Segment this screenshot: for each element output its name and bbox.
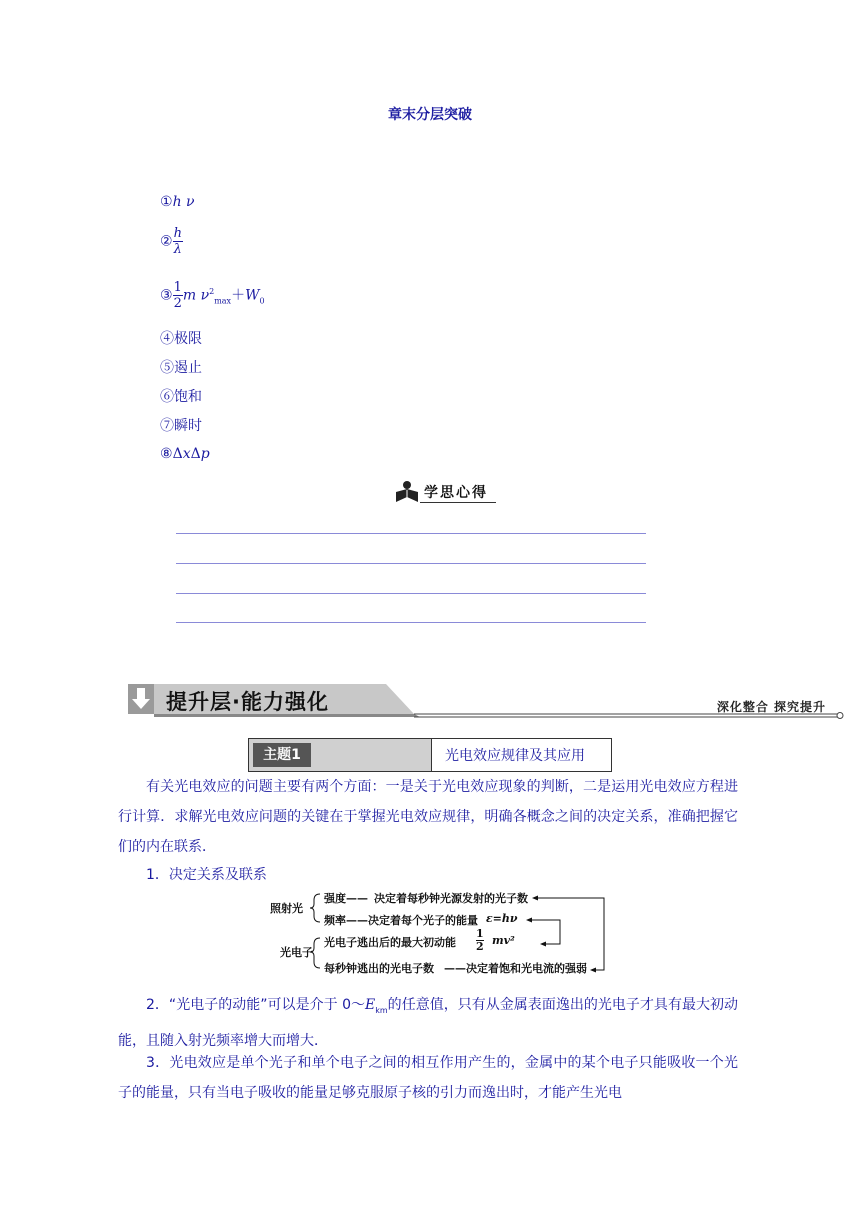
answer-4: ④极限 — [160, 331, 202, 347]
note-line — [176, 533, 646, 534]
diagram-count: 每秒钟逃出的光电子数 — [324, 962, 434, 975]
diagram-mv: mv² — [492, 934, 515, 947]
diagram-energy-eq: ε=hν — [486, 912, 518, 925]
topic-divider — [431, 739, 432, 771]
banner-subheading: 深化整合 探究提升 — [716, 700, 826, 714]
answer-8: ⑧ΔxΔp — [160, 446, 210, 462]
topic-name: 光电效应规律及其应用 — [445, 748, 585, 764]
intro-paragraph: 有关光电效应的问题主要有两个方面：一是关于光电效应现象的判断，二是运用光电效应方程进行计算．求解光电效应问题的关键在于掌握光电效应规律，明确各概念之间的决定关系，准确把握它们的内在联系． — [118, 779, 738, 855]
note-line — [176, 563, 646, 564]
diagram-intensity: 强度—— — [324, 892, 368, 905]
answer-1: ①h ν — [160, 194, 195, 210]
page-title: 章末分层突破 — [388, 107, 472, 123]
topic-tag — [249, 739, 431, 771]
section-banner — [128, 682, 844, 720]
notes-label: 学思心得 — [424, 485, 488, 501]
topic-box — [248, 738, 612, 772]
diagram-electron: 光电子 — [280, 946, 313, 959]
fraction: $\frac{1}{2}$ — [173, 280, 182, 311]
down-arrow-icon — [128, 684, 154, 714]
answer-3: ③ $\frac{1}{2}$ m $\nu^2_{max}+W_0$ — [160, 280, 265, 311]
answer-2: ② $\frac{h}{\lambda}$ — [160, 226, 182, 257]
note-line — [176, 593, 646, 594]
diagram-frequency: 频率——决定着每个光子的能量 — [324, 914, 478, 927]
topic-tag-label: 主题1 — [253, 743, 311, 767]
item-1-heading: 1．决定关系及联系 — [146, 867, 267, 883]
item-2-paragraph: 2．“光电子的动能”可以是介于 $0\sim E_{km}$的任意值，只有从金属表面逸出的光电子才具有最大初动能，且随入射光频率增大而增大． — [118, 997, 738, 1049]
diagram-maxke: 光电子逃出后的最大初动能 — [324, 936, 456, 949]
book-reader-icon — [394, 480, 420, 504]
note-line — [176, 622, 646, 623]
diagram-fraction: 1 2 — [476, 927, 484, 953]
diagram-intensity-desc: 决定着每秒钟光源发射的光子数 — [374, 892, 528, 905]
banner-heading: 提升层·能力强化 — [166, 690, 329, 714]
item-3-paragraph: 3．光电效应是单个光子和单个电子之间的相互作用产生的，金属中的某个电子只能吸收一个光子的能量，只有当电子吸收的能量足够克服原子核的引力而逸出时，才能产生光电 — [118, 1055, 738, 1101]
answer-6: ⑥饱和 — [160, 389, 202, 405]
relation-diagram — [270, 886, 620, 978]
fraction: $\frac{h}{\lambda}$ — [173, 226, 182, 257]
badge-underline — [420, 502, 496, 503]
notes-badge — [394, 480, 496, 504]
diagram-count-desc: ——决定着饱和光电流的强弱 — [444, 962, 587, 975]
answer-7: ⑦瞬时 — [160, 418, 202, 434]
answer-5: ⑤遏止 — [160, 360, 202, 376]
diagram-light: 照射光 — [270, 902, 303, 915]
